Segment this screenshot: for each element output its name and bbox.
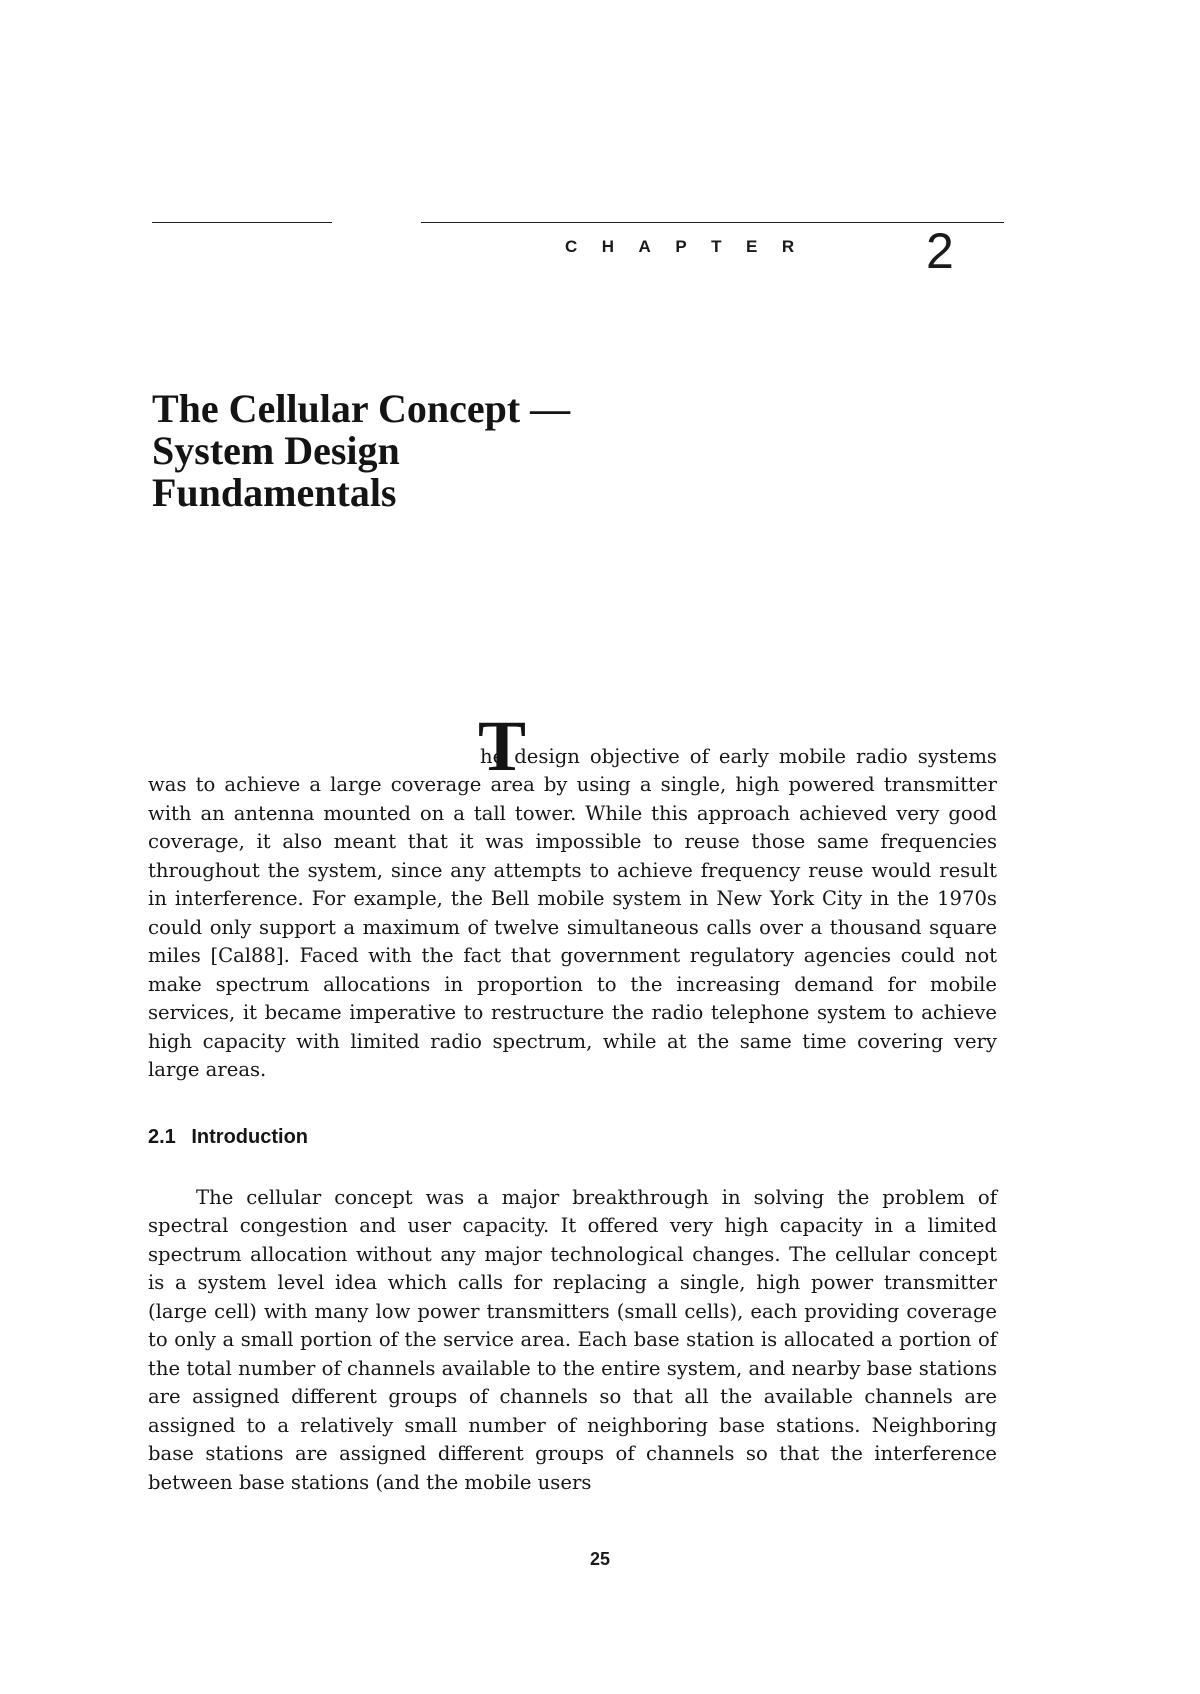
chapter-title-line-1: The Cellular Concept — [152, 386, 571, 431]
chapter-number: 2 [926, 223, 954, 279]
chapter-title [152, 388, 852, 514]
chapter-label: CHAPTER [565, 237, 819, 256]
drop-cap: T [478, 706, 527, 786]
intro-paragraph: he design objective of early mobile radio systems was to achieve a large coverage area by using a single, high powered transmitter with an antenna mounted on a tall tower. While this approach achieved very good coverage, it also meant that it was impossible to reuse those same frequencies throughout the system, since any attempts to achieve frequency reuse would result in interference. For example, the Bell mobile system in New York City in the 1970s could only support a maximum of twelve simultaneous calls over a thousand square miles [Cal88]. Faced with the fact that government regulatory agencies could not make spectrum allocations in proportion to the increasing demand for mobile services, it became imperative to restructure the radio telephone system to achieve high capacity with limited radio spectrum, while at the same time covering very large areas. [148, 744, 997, 1082]
section-paragraph: The cellular concept was a major breakthrough in solving the problem of spectral congestion and user capacity. It offered very high capacity in a limited spectrum allocation without any major technological changes. The cellular concept is a system level idea which calls for replacing a single, high power transmitter (large cell) with many low power transmitters (small cells), each providing coverage to only a small portion of the service area. Each base station is allocated a portion of the total number of channels available to the entire system, and nearby base stations are assigned different groups of channels so that all the available channels are assigned to a relatively small number of neighboring base stations. Neighboring base stations are assigned different groups of channels so that the interference between base stations (and the mobile users [148, 1185, 997, 1494]
section-number: 2.1 [148, 1126, 176, 1148]
header-rule-right [421, 222, 1004, 223]
chapter-title-line-2: System Design [152, 428, 400, 473]
chapter-title-line-3: Fundamentals [152, 470, 397, 515]
section-title: Introduction [191, 1126, 309, 1148]
section-heading [148, 1126, 308, 1149]
header-rule-left [152, 222, 332, 223]
page-number: 25 [589, 1549, 611, 1569]
